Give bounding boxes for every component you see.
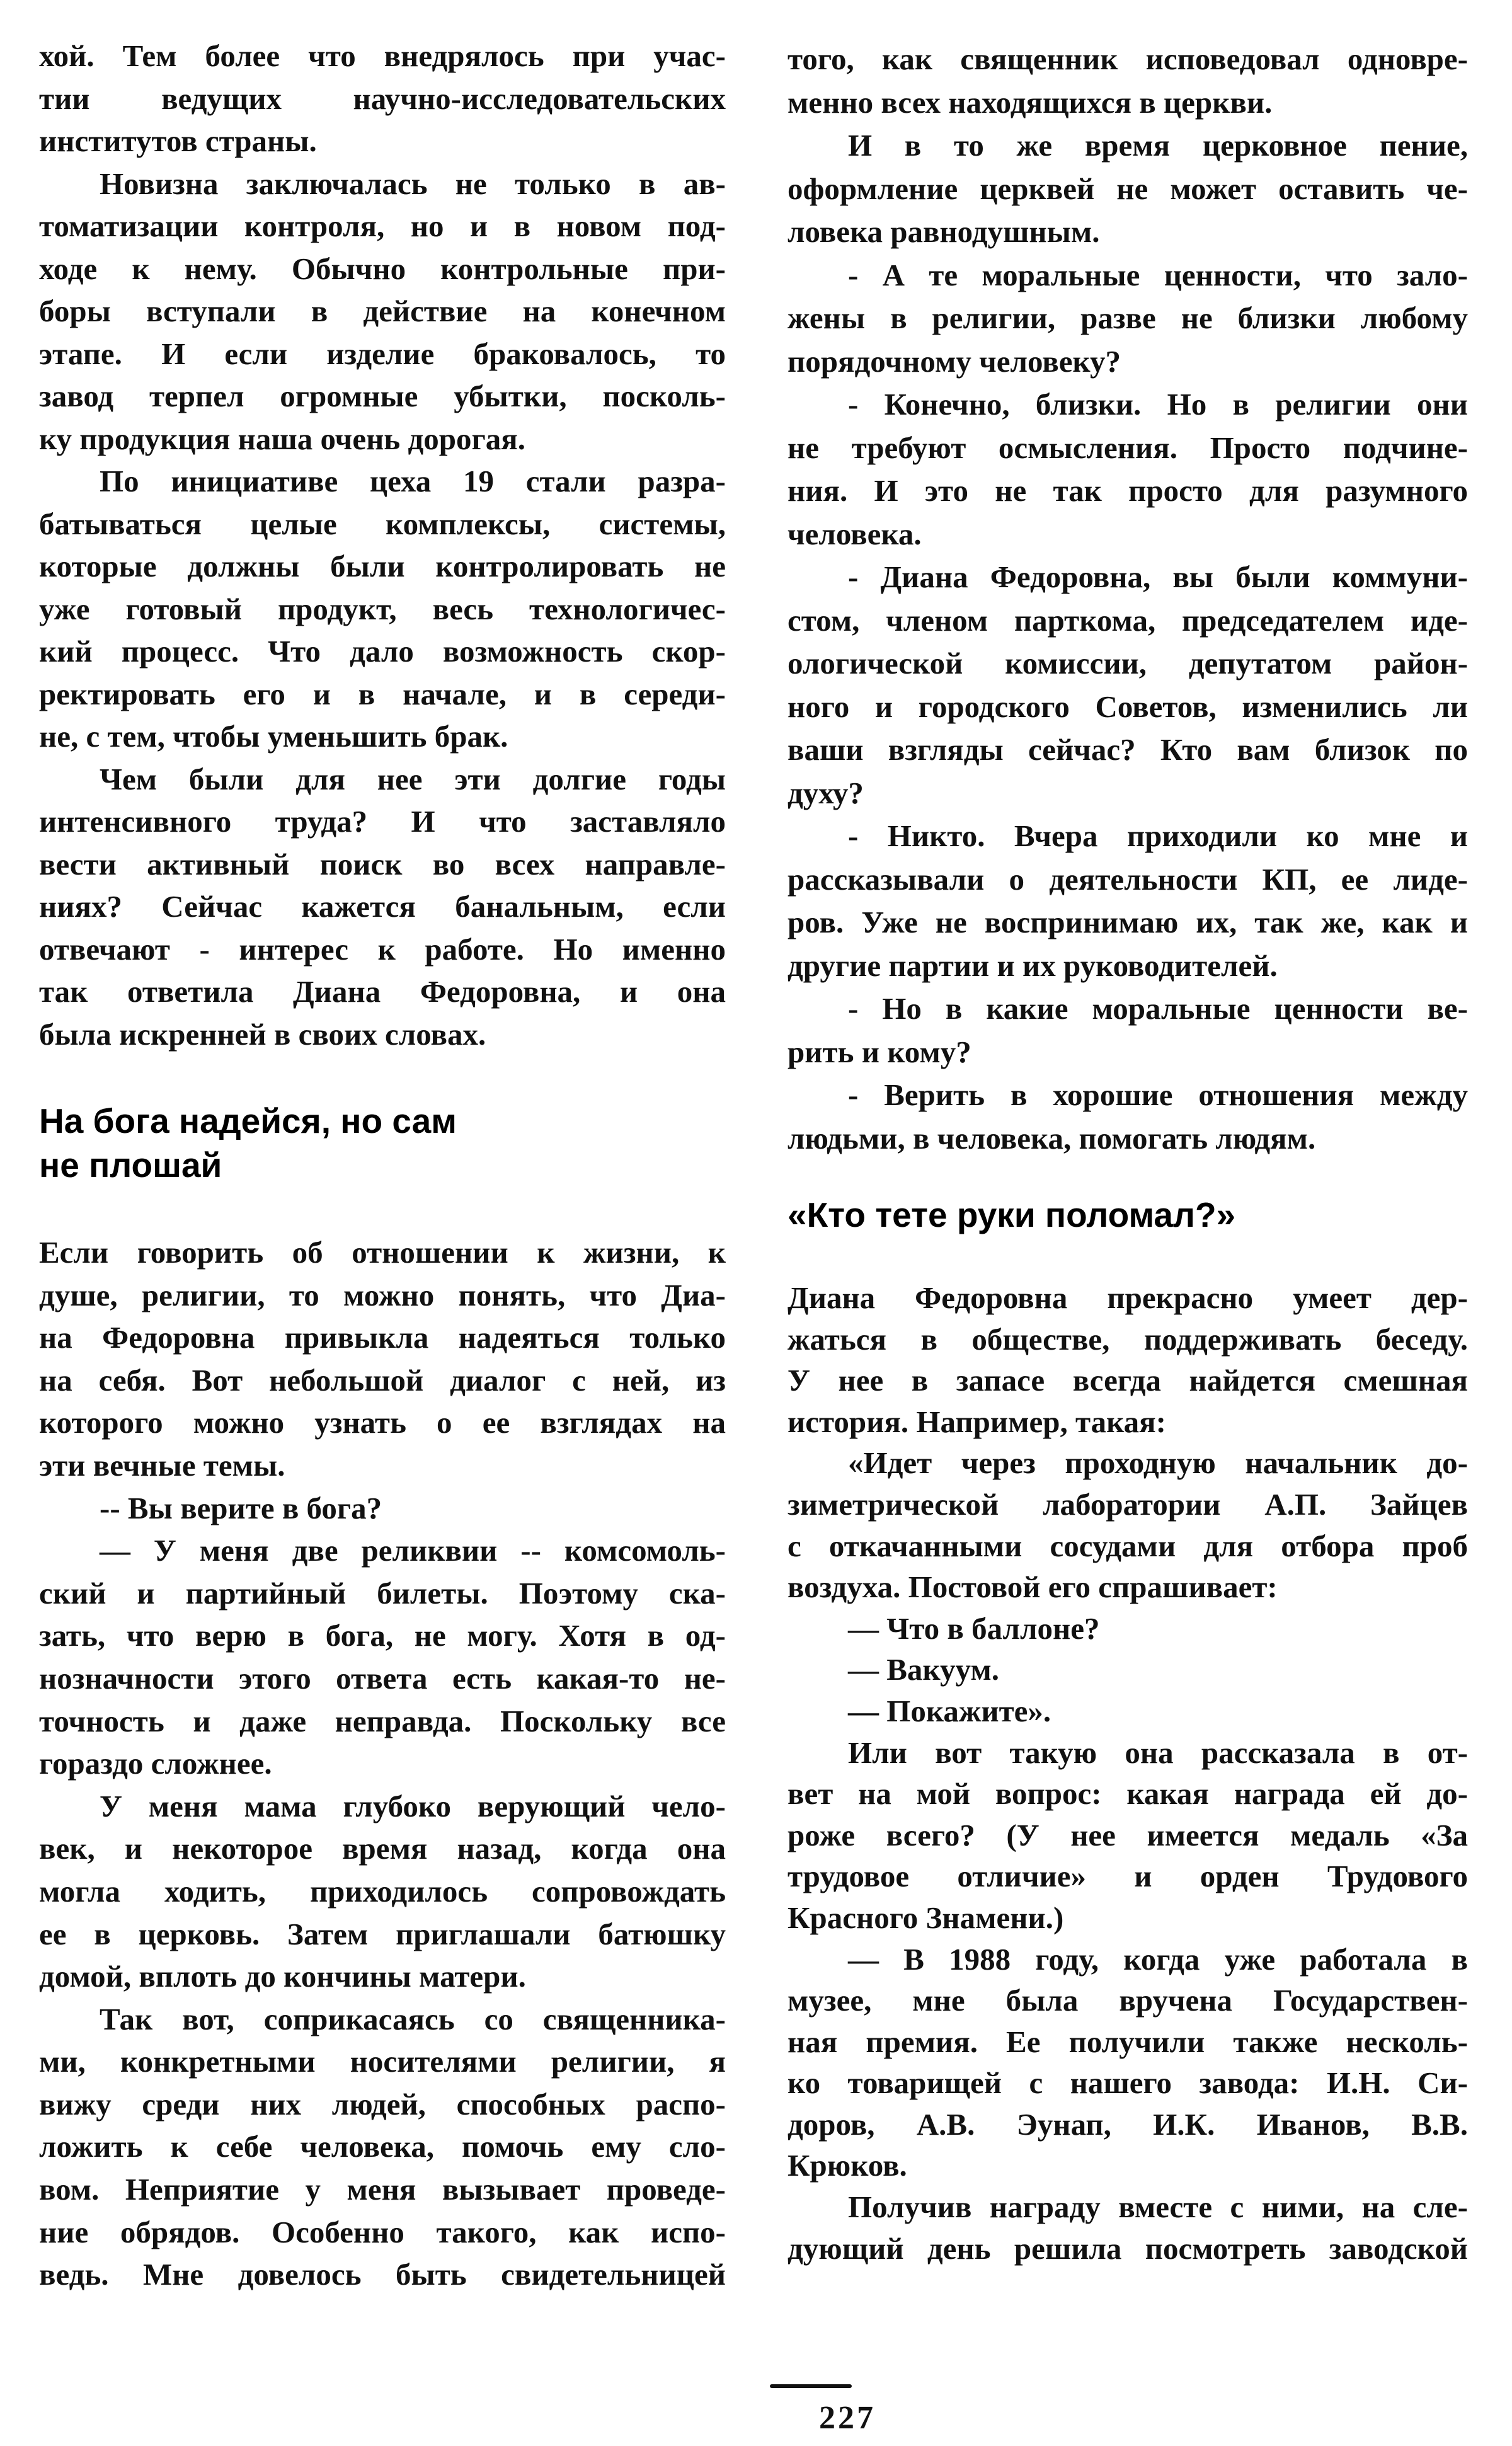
text-line: ко товарищей с нашего завода: И.Н. Си- [788,2065,1468,2101]
text-line: вет на мой вопрос: какая награда ей до- [788,1776,1468,1812]
text-line: ее в церковь. Затем приглашали батюшку [39,1916,726,1951]
text-line: ния. И это не так просто для разумного [788,473,1468,508]
text-line: тии ведущих научно-исследовательских [39,81,726,116]
text-line: зать, что верю в бога, не могу. Хотя в од- [39,1618,726,1653]
text-line: вижу среди них людей, способных распо- [39,2086,726,2122]
text-line: жены в религии, разве не близки любому [788,301,1468,335]
text-line: роже всего? (У нее имеется медаль «За [788,1817,1468,1852]
text-line: доров, А.В. Эунап, И.К. Иванов, В.В. [788,2106,1468,2142]
text-line: — Вакуум. [848,1652,999,1687]
paragraph [788,1608,1468,1650]
footer-rule [770,2384,852,2388]
text-line: У меня мама глубоко верующий чело- [100,1788,726,1823]
text-line: стом, членом парткома, председателем иде- [788,602,1468,638]
text-line: ведь. Мне довелось быть свидетельницей [39,2257,726,2292]
heading-line: не плошай [39,1145,222,1185]
text-line: могла ходить, приходилось сопровождать [39,1873,726,1909]
text-line: ного и городского Советов, изменились ли [788,689,1468,724]
right-column-bottom [788,1277,1468,2269]
text-line: так ответила Диана Федоровна, и она [39,974,726,1009]
text-line: — Покажите». [848,1693,1051,1728]
text-line: боры вступали в действие на конечном [39,294,726,328]
text-line: Крюков. [788,2148,907,2183]
text-line: - А те моральные ценности, что зало- [848,257,1468,292]
text-line: Так вот, соприкасаясь со священника- [100,2001,726,2036]
section-heading-who-broke-aunts-arms [788,1193,1235,1237]
text-line: ниях? Сейчас кажется банальным, если [39,889,726,924]
text-line: ров. Уже не воспринимаю их, так же, как и [788,905,1468,939]
text-line: ректировать его и в начале, и в середи- [39,676,726,711]
text-line: менно всех находящихся в церкви. [788,84,1273,120]
text-line: ваши взгляды сейчас? Кто вам близок по [788,732,1468,767]
text-line: - Диана Федоровна, вы были коммуни- [848,560,1468,594]
text-line: век, и некоторое время назад, когда она [39,1831,726,1866]
text-line: ловека равнодушным. [788,214,1100,249]
text-line: Диана Федоровна прекрасно умеет дер- [788,1280,1468,1315]
text-line: Новизна заключалась не только в ав- [100,166,726,201]
text-line: — В 1988 году, когда уже работала в [848,1941,1468,1977]
text-line: У нее в запасе всегда найдется смешная [788,1363,1468,1398]
text-line: Если говорить об отношении к жизни, к [39,1235,726,1270]
text-line: этапе. И если изделие браковалось, то [39,336,726,371]
paragraph [39,460,726,758]
text-line: на Федоровна привыкла надеяться только [39,1320,726,1355]
text-line: духу? [788,775,864,810]
text-line: рассказывали о деятельности КП, ее лиде- [788,861,1468,897]
text-line: не, с тем, чтобы уменьшить брак. [39,719,508,754]
text-line: отвечают - интерес к работе. Но именно [39,931,726,967]
text-line: гораздо сложнее. [39,1746,272,1781]
text-line: завод терпел огромные убытки, посколь- [39,379,726,413]
paragraph [39,1231,726,1487]
text-line: трудовое отличие» и орден Трудового [788,1859,1468,1894]
text-line: человека. [788,516,922,551]
heading-line: «Кто тете руки поломал?» [788,1195,1236,1234]
paragraph [39,1998,726,2296]
paragraph [788,815,1468,987]
text-line: ложить к себе человека, помочь ему сло- [39,2129,726,2164]
text-line: вом. Неприятие у меня вызывает проведе- [39,2172,726,2207]
paragraph [788,987,1468,1074]
text-line: институтов страны. [39,123,317,158]
text-line: с откачанными сосудами для отбора проб [788,1528,1468,1563]
text-line: которого можно узнать о ее взглядах на [39,1405,726,1440]
text-line: нозначности этого ответа есть какая-то не- [39,1660,726,1696]
text-line: ку продукция наша очень дорогая. [39,421,526,456]
text-line: ная премия. Ее получили также несколь- [788,2024,1468,2059]
left-column-bottom [39,1231,726,2296]
text-line: другие партии и их руководителей. [788,948,1278,983]
text-line: история. Например, такая: [788,1404,1166,1439]
text-line: - Но в какие моральные ценности ве- [848,991,1468,1026]
right-column-top [788,38,1468,1160]
text-line: - Конечно, близки. Но в религии они [848,387,1468,422]
paragraph [788,124,1468,254]
text-line: — У меня две реликвии -- комсомоль- [100,1533,726,1568]
text-line: ходе к нему. Обычно контрольные при- [39,251,726,286]
text-line: И в то же время церковное пение, [848,128,1468,163]
text-line: ологической комиссии, депутатом район- [788,646,1468,680]
text-line: кий процесс. Что дало возможность скор- [39,634,726,669]
paragraph [788,38,1468,124]
paragraph [39,1487,726,1530]
text-line: зиметрической лаборатории А.П. Зайцев [788,1486,1468,1522]
text-line: - Никто. Вчера приходили ко мне и [848,818,1468,853]
heading-line: На бога надейся, но сам [39,1101,457,1140]
paragraph [788,1691,1468,1732]
text-line: Или вот такую она рассказала в от- [848,1735,1468,1770]
text-line: вести активный поиск во всех направле- [39,846,726,881]
paragraph [788,383,1468,556]
text-line: точность и даже неправда. Поскольку все [39,1703,726,1738]
text-line: хой. Тем более что внедрялось при учас- [39,38,726,73]
text-line: жаться в обществе, поддерживать беседу. [788,1321,1468,1357]
text-line: на себя. Вот небольшой диалог с ней, из [39,1362,726,1398]
text-line: По инициативе цеха 19 стали разра- [100,464,726,498]
left-column-top [39,35,726,1055]
text-line: Получив награду вместе с ними, на сле- [848,2190,1468,2225]
paragraph [39,163,726,461]
paragraph [788,2186,1468,2269]
paragraph [788,1649,1468,1691]
text-line: батываться целые комплексы, системы, [39,506,726,541]
text-line: - Верить в хорошие отношения между [848,1077,1468,1112]
text-line: дующий день решила посмотреть заводской [788,2231,1468,2266]
paragraph [39,1529,726,1785]
text-line: эти вечные темы. [39,1447,285,1483]
paragraph [788,1277,1468,1442]
text-line: уже готовый продукт, весь технологичес- [39,591,726,626]
paragraph [39,1785,726,1998]
text-line: оформление церквей не может оставить че- [788,171,1468,206]
text-line: «Идет через проходную начальник до- [848,1445,1468,1481]
paragraph [39,35,726,163]
text-line: -- Вы верите в бога? [100,1490,382,1525]
paragraph [788,1442,1468,1607]
text-line: рить и кому? [788,1034,971,1069]
text-line: Чем были для нее эти долгие годы [100,761,726,796]
text-line: ский и партийный билеты. Поэтому ска- [39,1575,726,1611]
paragraph [788,1074,1468,1160]
paragraph [39,758,726,1056]
text-line: ние обрядов. Особенно такого, как испо- [39,2214,726,2249]
text-line: — Что в баллоне? [848,1611,1100,1646]
text-line: томатизации контроля, но и в новом под- [39,209,726,243]
paragraph [788,556,1468,815]
text-line: душе, религии, то можно понять, что Диа- [39,1277,726,1312]
paragraph [788,1732,1468,1939]
text-line: интенсивного труда? И что заставляло [39,804,726,839]
text-line: того, как священник исповедовал одновре- [788,42,1468,76]
text-line: была искренней в своих словах. [39,1016,486,1052]
text-line: Красного Знамени.) [788,1900,1064,1935]
text-line: которые должны были контролировать не [39,549,726,583]
section-heading-hope-in-god [39,1099,457,1187]
text-line: домой, вплоть до кончины матери. [39,1959,526,1994]
page-number: 227 [819,2400,876,2436]
text-line: ми, конкретными носителями религии, я [39,2044,726,2079]
text-line: не требуют осмысления. Просто подчине- [788,430,1468,465]
text-line: порядочному человеку? [788,343,1121,379]
text-line: людьми, в человека, помогать людям. [788,1120,1316,1156]
text-line: музее, мне была вручена Государствен- [788,1983,1468,2018]
paragraph [788,254,1468,384]
paragraph [788,1939,1468,2187]
text-line: воздуха. Постовой его спрашивает: [788,1570,1278,1605]
